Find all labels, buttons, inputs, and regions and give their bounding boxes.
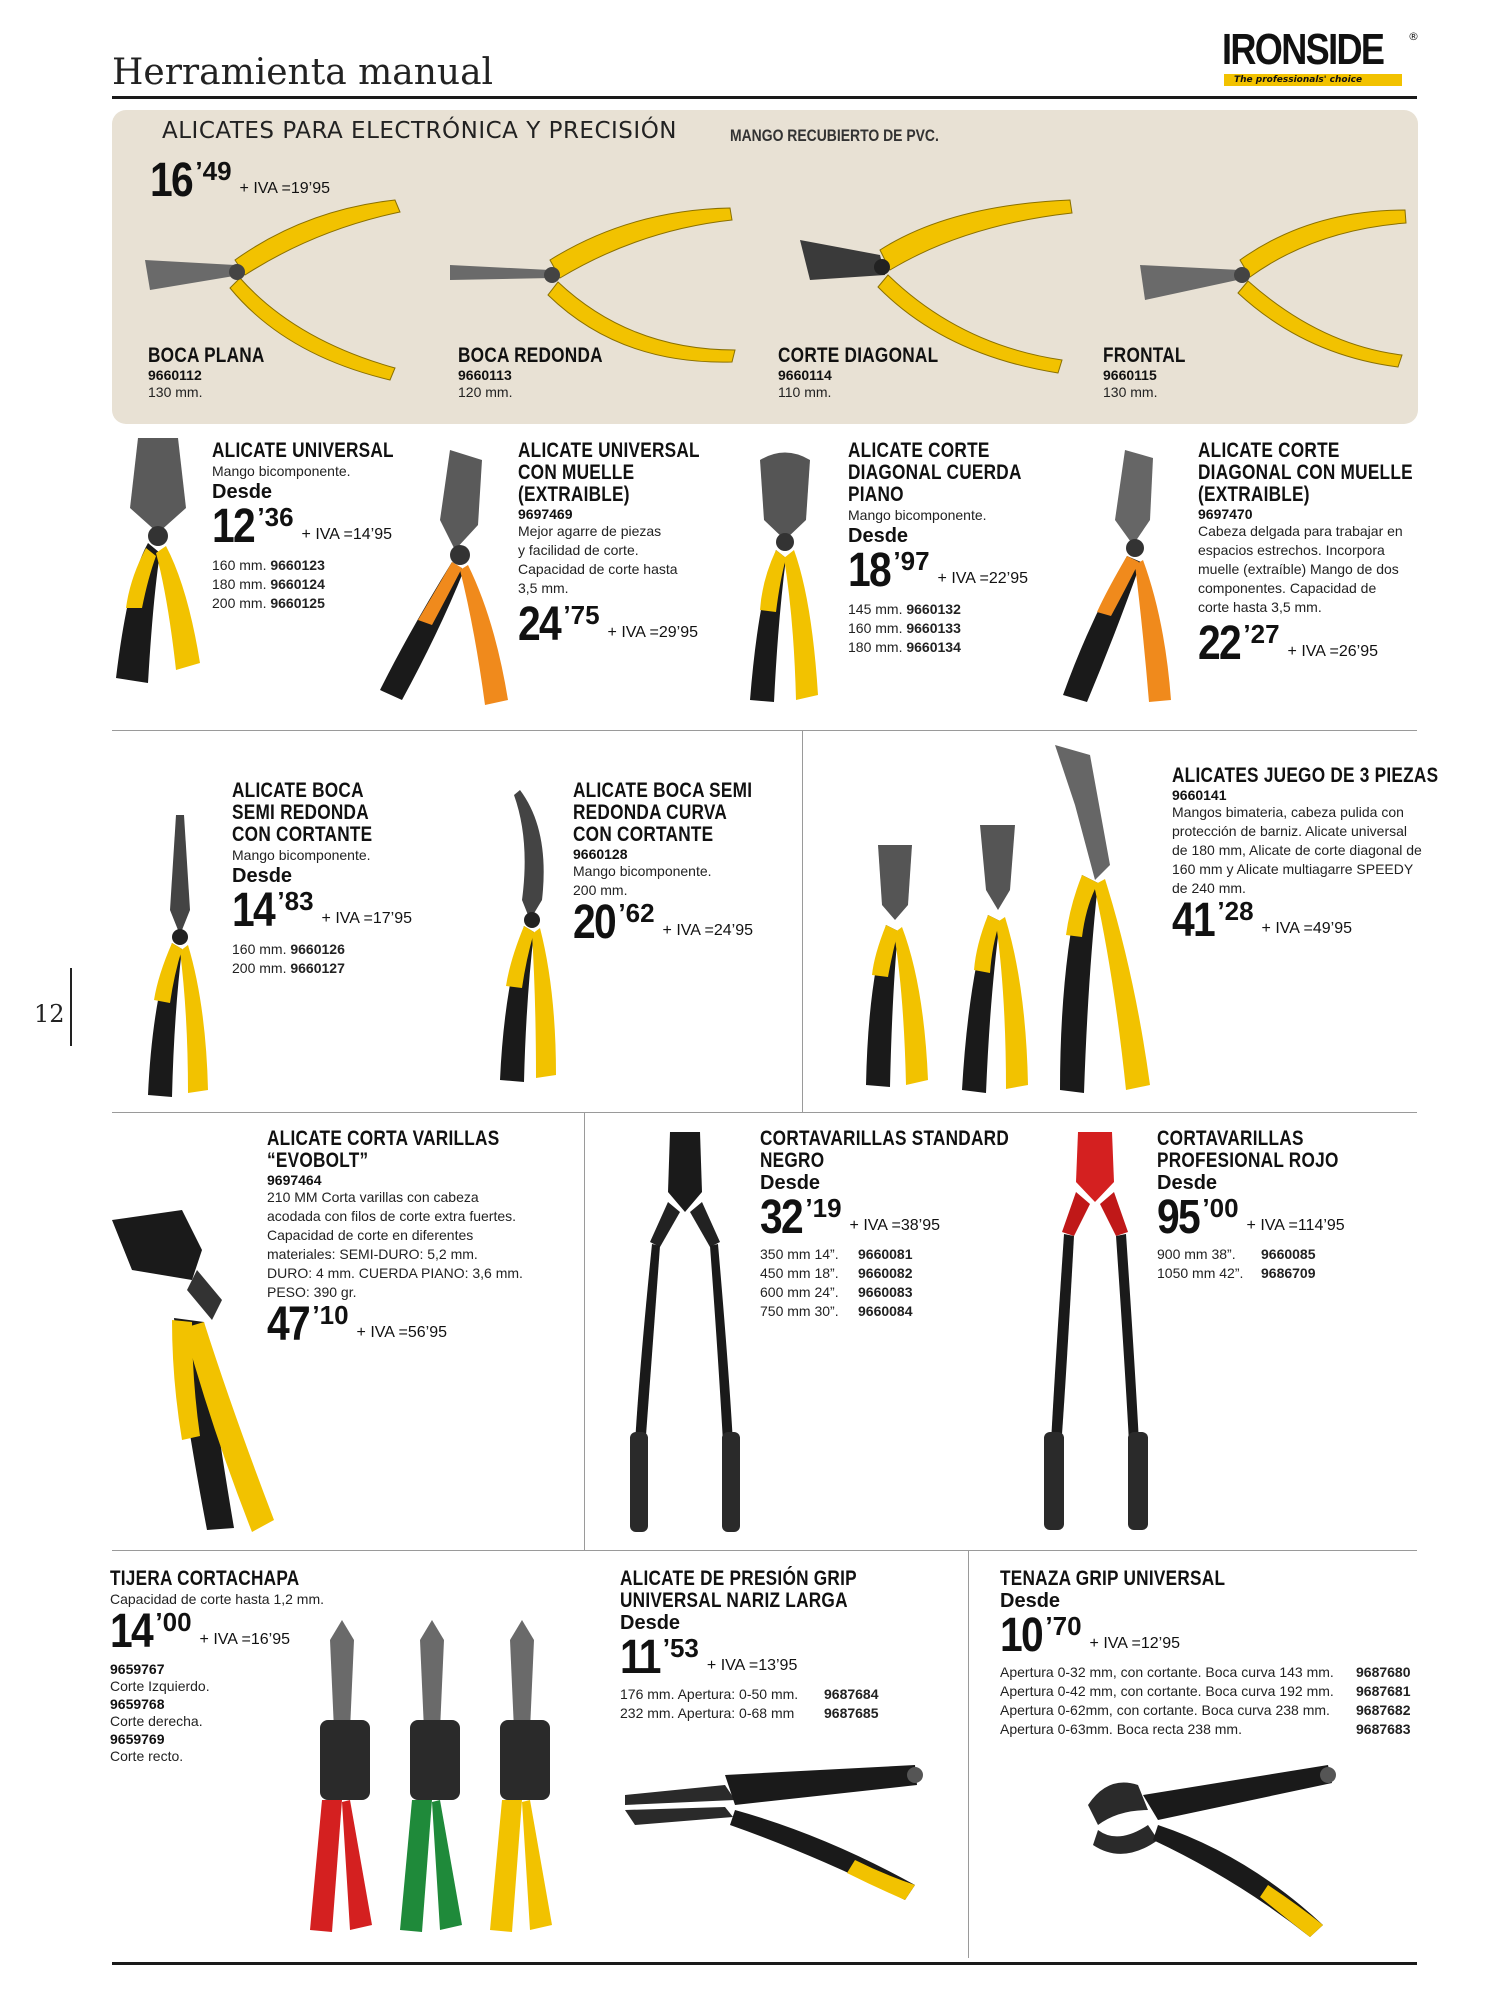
product-sub: Mango bicomponente. <box>232 847 371 863</box>
size-row: 232 mm. Apertura: 0-68 mm 9687685 <box>620 1705 879 1721</box>
item-code: 9660114 <box>778 367 832 383</box>
product-title-2: SEMI REDONDA <box>232 801 369 824</box>
item-size: 120 mm. <box>458 384 513 400</box>
pliers-set-image <box>850 745 1170 1100</box>
product-desc: Mejor agarre de piezas <box>518 523 662 539</box>
page-number: 12 <box>34 1000 65 1028</box>
price-cents: ’62 <box>618 898 655 928</box>
product-variant: Corte recto. <box>110 1748 184 1764</box>
product-universal-grip-pliers <box>1000 1568 1411 1739</box>
item-name: BOCA REDONDA <box>458 344 603 367</box>
product-price <box>848 544 1060 597</box>
logo-tagline: The professionals' choice <box>1224 74 1402 86</box>
price-int: 10 <box>1000 1609 1042 1662</box>
product-title-2: UNIVERSAL NARIZ LARGA <box>620 1589 848 1612</box>
product-code: 9697469 <box>518 506 573 522</box>
product-desc: Capacidad de corte en diferentes <box>267 1227 474 1243</box>
product-price <box>1172 894 1495 947</box>
size-row: 600 mm 24”. 9660083 <box>760 1284 913 1300</box>
pliers-frontal-cutter-image <box>1140 205 1410 365</box>
row-divider <box>112 1550 1417 1551</box>
band-item-diagonal <box>778 345 974 402</box>
price-cents: ’97 <box>893 546 930 576</box>
product-price <box>573 896 792 949</box>
product-code: 9660141 <box>1172 787 1227 803</box>
price-int: 24 <box>518 598 560 651</box>
item-name: CORTE DIAGONAL <box>778 344 939 367</box>
band-item-frontal <box>1103 345 1204 402</box>
size-row: Apertura 0-62mm, con cortante. Boca curva 238 mm. 9687682 <box>1000 1702 1411 1718</box>
product-title-3: (EXTRAIBLE) <box>1198 483 1310 506</box>
price-iva: + IVA =19’95 <box>239 180 330 197</box>
product-title-1: ALICATE BOCA SEMI <box>573 779 753 802</box>
product-standard-bolt-cutter <box>760 1128 1064 1321</box>
product-curved-semi-round-pliers <box>573 779 792 949</box>
price-cents: ’19 <box>805 1193 842 1223</box>
page-number-bar <box>70 968 72 1046</box>
product-title-3: PIANO <box>848 483 904 506</box>
price-int: 22 <box>1198 617 1240 670</box>
logo-registered: ® <box>1408 30 1419 43</box>
band-item-flat-nose <box>148 345 290 402</box>
product-title-1: CORTAVARILLAS STANDARD <box>760 1127 1010 1150</box>
size-row: 750 mm 30”. 9660084 <box>760 1303 913 1319</box>
product-title: TIJERA CORTACHAPA <box>110 1567 300 1590</box>
price-int: 18 <box>848 544 890 597</box>
product-title-3: CON CORTANTE <box>232 823 373 846</box>
price-int: 41 <box>1172 894 1214 947</box>
price-cents: ’49 <box>195 156 232 186</box>
desde-label: Desde <box>620 1612 681 1634</box>
price-int: 14 <box>232 884 274 937</box>
product-title-2: CON MUELLE <box>518 461 635 484</box>
product-desc: muelle (extraíble) Mango de dos <box>1198 561 1399 577</box>
product-desc: 210 MM Corta varillas con cabeza <box>267 1189 479 1205</box>
price-cents: ’75 <box>563 600 600 630</box>
product-title-1: CORTAVARILLAS <box>1157 1127 1304 1150</box>
product-desc: acodada con filos de corte extra fuertes. <box>267 1208 517 1224</box>
product-code: 9697470 <box>1198 506 1253 522</box>
product-semi-round-pliers <box>232 780 412 978</box>
product-universal-spring-pliers <box>518 439 740 651</box>
price-int: 95 <box>1157 1191 1199 1244</box>
desde-label: Desde <box>1157 1172 1218 1194</box>
band-item-round-nose <box>458 345 635 402</box>
product-sub: Mango bicomponente. <box>573 863 712 879</box>
product-size: 200 mm. <box>573 882 628 898</box>
size-row: 450 mm 18”. 9660082 <box>760 1265 913 1281</box>
product-title-1: ALICATE CORTE <box>1198 439 1340 462</box>
product-desc: y facilidad de corte. <box>518 542 639 558</box>
price-iva: + IVA =38’95 <box>849 1217 940 1234</box>
size-row: 180 mm. 9660124 <box>212 576 325 592</box>
item-code: 9660112 <box>148 367 202 383</box>
product-code: 9659769 <box>110 1731 165 1747</box>
price-cents: ’27 <box>1243 619 1280 649</box>
desde-label: Desde <box>212 481 273 503</box>
product-price <box>620 1631 909 1684</box>
product-title-2: DIAGONAL CON MUELLE <box>1198 461 1413 484</box>
product-evobolt-cutter <box>267 1127 550 1351</box>
size-row: 176 mm. Apertura: 0-50 mm. 9687684 <box>620 1686 879 1702</box>
footer-rule <box>112 1962 1417 1965</box>
product-pliers-set <box>1172 764 1495 947</box>
price-iva: + IVA =26’95 <box>1287 643 1378 660</box>
logo-wordmark: IRONSIDE <box>1222 25 1384 74</box>
item-name: FRONTAL <box>1103 344 1186 367</box>
price-iva: + IVA =17’95 <box>321 910 412 927</box>
price-iva: + IVA =49’95 <box>1261 920 1352 937</box>
price-cents: ’00 <box>1202 1193 1239 1223</box>
price-iva: + IVA =29’95 <box>607 624 698 641</box>
long-nose-grip-pliers-image <box>625 1755 925 1910</box>
product-desc: espacios estrechos. Incorpora <box>1198 542 1385 558</box>
product-code: 9659768 <box>110 1696 165 1712</box>
size-row: Apertura 0-63mm. Boca recta 238 mm. 9687683 <box>1000 1721 1411 1737</box>
item-size: 130 mm. <box>148 384 203 400</box>
product-price <box>267 1298 550 1351</box>
product-title: TENAZA GRIP UNIVERSAL <box>1000 1567 1226 1590</box>
price-cents: ’53 <box>662 1633 699 1663</box>
price-iva: + IVA =56’95 <box>356 1324 447 1341</box>
product-code: 9659767 <box>110 1661 165 1677</box>
product-long-nose-grip-pliers <box>620 1568 909 1723</box>
product-title-1: ALICATE CORTA VARILLAS <box>267 1127 500 1150</box>
price-int: 32 <box>760 1191 802 1244</box>
product-sub: Capacidad de corte hasta 1,2 mm. <box>110 1591 325 1607</box>
product-title-2: “EVOBOLT” <box>267 1149 369 1172</box>
product-title-3: CON CORTANTE <box>573 823 714 846</box>
size-row: 180 mm. 9660134 <box>848 639 961 655</box>
product-desc: Cabeza delgada para trabajar en <box>1198 523 1403 539</box>
standard-bolt-cutter-image <box>630 1132 740 1532</box>
product-desc: corte hasta 3,5 mm. <box>1198 599 1322 615</box>
product-title-1: ALICATE DE PRESIÓN GRIP <box>620 1567 857 1590</box>
price-iva: + IVA =12’95 <box>1089 1635 1180 1652</box>
price-cents: ’28 <box>1217 896 1254 926</box>
item-size: 130 mm. <box>1103 384 1158 400</box>
universal-pliers-image <box>108 438 208 688</box>
header-rule <box>112 96 1417 99</box>
semi-round-nose-pliers-image <box>140 815 220 1100</box>
price-iva: + IVA =14’95 <box>301 526 392 543</box>
diagonal-spring-cutter-image <box>1055 450 1185 710</box>
product-desc: DURO: 4 mm. CUERDA PIANO: 3,6 mm. <box>267 1265 523 1281</box>
product-diagonal-spring-cutter <box>1198 439 1460 670</box>
column-divider <box>968 1550 969 1958</box>
band-title: ALICATES PARA ELECTRÓNICA Y PRECISIÓN <box>162 118 677 144</box>
curved-semi-round-pliers-image <box>490 790 570 1090</box>
product-desc: Capacidad de corte hasta <box>518 561 678 577</box>
product-desc: de 180 mm, Alicate de corte diagonal de <box>1172 842 1422 858</box>
price-int: 16 <box>150 154 192 207</box>
product-title-2: REDONDA CURVA <box>573 801 728 824</box>
product-code: 9697464 <box>267 1172 322 1188</box>
product-title-2: DIAGONAL CUERDA <box>848 461 1022 484</box>
product-price <box>1157 1191 1378 1244</box>
page-title: Herramienta manual <box>112 52 494 93</box>
product-sub: Mango bicomponente. <box>848 507 987 523</box>
product-title-3: (EXTRAIBLE) <box>518 483 630 506</box>
diagonal-piano-cutter-image <box>740 450 830 710</box>
product-price <box>232 884 412 937</box>
product-code: 9660128 <box>573 846 628 862</box>
price-cents: ’36 <box>257 502 294 532</box>
column-divider <box>584 1112 585 1550</box>
item-code: 9660113 <box>458 367 512 383</box>
product-sub: Mango bicomponente. <box>212 463 351 479</box>
desde-label: Desde <box>1000 1590 1061 1612</box>
universal-spring-pliers-image <box>370 450 520 710</box>
size-row: Apertura 0-42 mm, con cortante. Boca curva 192 mm. 9687681 <box>1000 1683 1411 1699</box>
product-desc: Mangos bimateria, cabeza pulida con <box>1172 804 1404 820</box>
product-desc: 3,5 mm. <box>518 580 569 596</box>
price-cents: ’83 <box>277 886 314 916</box>
desde-label: Desde <box>848 525 909 547</box>
price-cents: ’10 <box>312 1300 349 1330</box>
product-price <box>518 598 740 651</box>
price-iva: + IVA =22’95 <box>937 570 1028 587</box>
product-variant: Corte Izquierdo. <box>110 1678 210 1694</box>
size-row: 900 mm 38”. 9660085 <box>1157 1246 1316 1262</box>
product-desc: 160 mm y Alicate multiagarre SPEEDY <box>1172 861 1414 877</box>
universal-grip-pliers-image <box>1088 1755 1338 1940</box>
band-note: MANGO RECUBIERTO DE PVC. <box>730 126 939 145</box>
price-iva: + IVA =24’95 <box>662 922 753 939</box>
desde-label: Desde <box>232 865 293 887</box>
price-int: 11 <box>620 1631 660 1684</box>
product-price <box>1198 617 1460 670</box>
row-divider <box>112 1112 1417 1113</box>
product-title: ALICATES JUEGO DE 3 PIEZAS <box>1172 764 1439 787</box>
price-iva: + IVA =114’95 <box>1246 1217 1345 1234</box>
size-row: Apertura 0-32 mm, con cortante. Boca curva 143 mm. 9687680 <box>1000 1664 1411 1680</box>
item-code: 9660115 <box>1103 367 1157 383</box>
professional-bolt-cutter-image <box>1040 1132 1150 1532</box>
size-row: 160 mm. 9660123 <box>212 557 325 573</box>
row-divider <box>112 730 1417 731</box>
product-price <box>760 1191 1064 1244</box>
size-row: 350 mm 14”. 9660081 <box>760 1246 913 1262</box>
product-price <box>1000 1609 1411 1662</box>
item-name: BOCA PLANA <box>148 344 265 367</box>
product-desc: componentes. Capacidad de <box>1198 580 1377 596</box>
product-professional-bolt-cutter <box>1157 1128 1378 1283</box>
price-cents: ’70 <box>1045 1611 1082 1641</box>
product-desc: materiales: SEMI-DURO: 5,2 mm. <box>267 1246 478 1262</box>
price-int: 12 <box>212 500 254 553</box>
size-row: 1050 mm 42”. 9686709 <box>1157 1265 1316 1281</box>
size-row: 160 mm. 9660126 <box>232 941 345 957</box>
desde-label: Desde <box>760 1172 821 1194</box>
product-title-2: NEGRO <box>760 1149 825 1172</box>
column-divider <box>802 730 803 1112</box>
size-row: 200 mm. 9660125 <box>212 595 325 611</box>
price-int: 47 <box>267 1298 309 1351</box>
product-title-1: ALICATE UNIVERSAL <box>518 439 700 462</box>
product-title: ALICATE UNIVERSAL <box>212 439 394 462</box>
product-title-2: PROFESIONAL ROJO <box>1157 1149 1339 1172</box>
price-iva: + IVA =13’95 <box>706 1657 798 1674</box>
product-title-1: ALICATE CORTE <box>848 439 990 462</box>
product-title-1: ALICATE BOCA <box>232 779 364 802</box>
price-int: 14 <box>110 1605 152 1658</box>
size-row: 160 mm. 9660133 <box>848 620 961 636</box>
product-desc: protección de barniz. Alicate universal <box>1172 823 1408 839</box>
size-row: 145 mm. 9660132 <box>848 601 961 617</box>
product-desc: de 240 mm. <box>1172 880 1246 896</box>
tin-snips-set-image <box>290 1620 570 1940</box>
item-size: 110 mm. <box>778 384 832 400</box>
price-iva: + IVA =16’95 <box>199 1631 290 1648</box>
product-variant: Corte derecha. <box>110 1713 203 1729</box>
size-row: 200 mm. 9660127 <box>232 960 345 976</box>
price-int: 20 <box>573 896 615 949</box>
price-cents: ’00 <box>155 1607 192 1637</box>
product-desc: PESO: 390 gr. <box>267 1284 357 1300</box>
ironside-logo <box>1222 25 1419 86</box>
product-diagonal-piano-cutter <box>848 440 1060 657</box>
evobolt-cutter-image <box>112 1210 282 1540</box>
